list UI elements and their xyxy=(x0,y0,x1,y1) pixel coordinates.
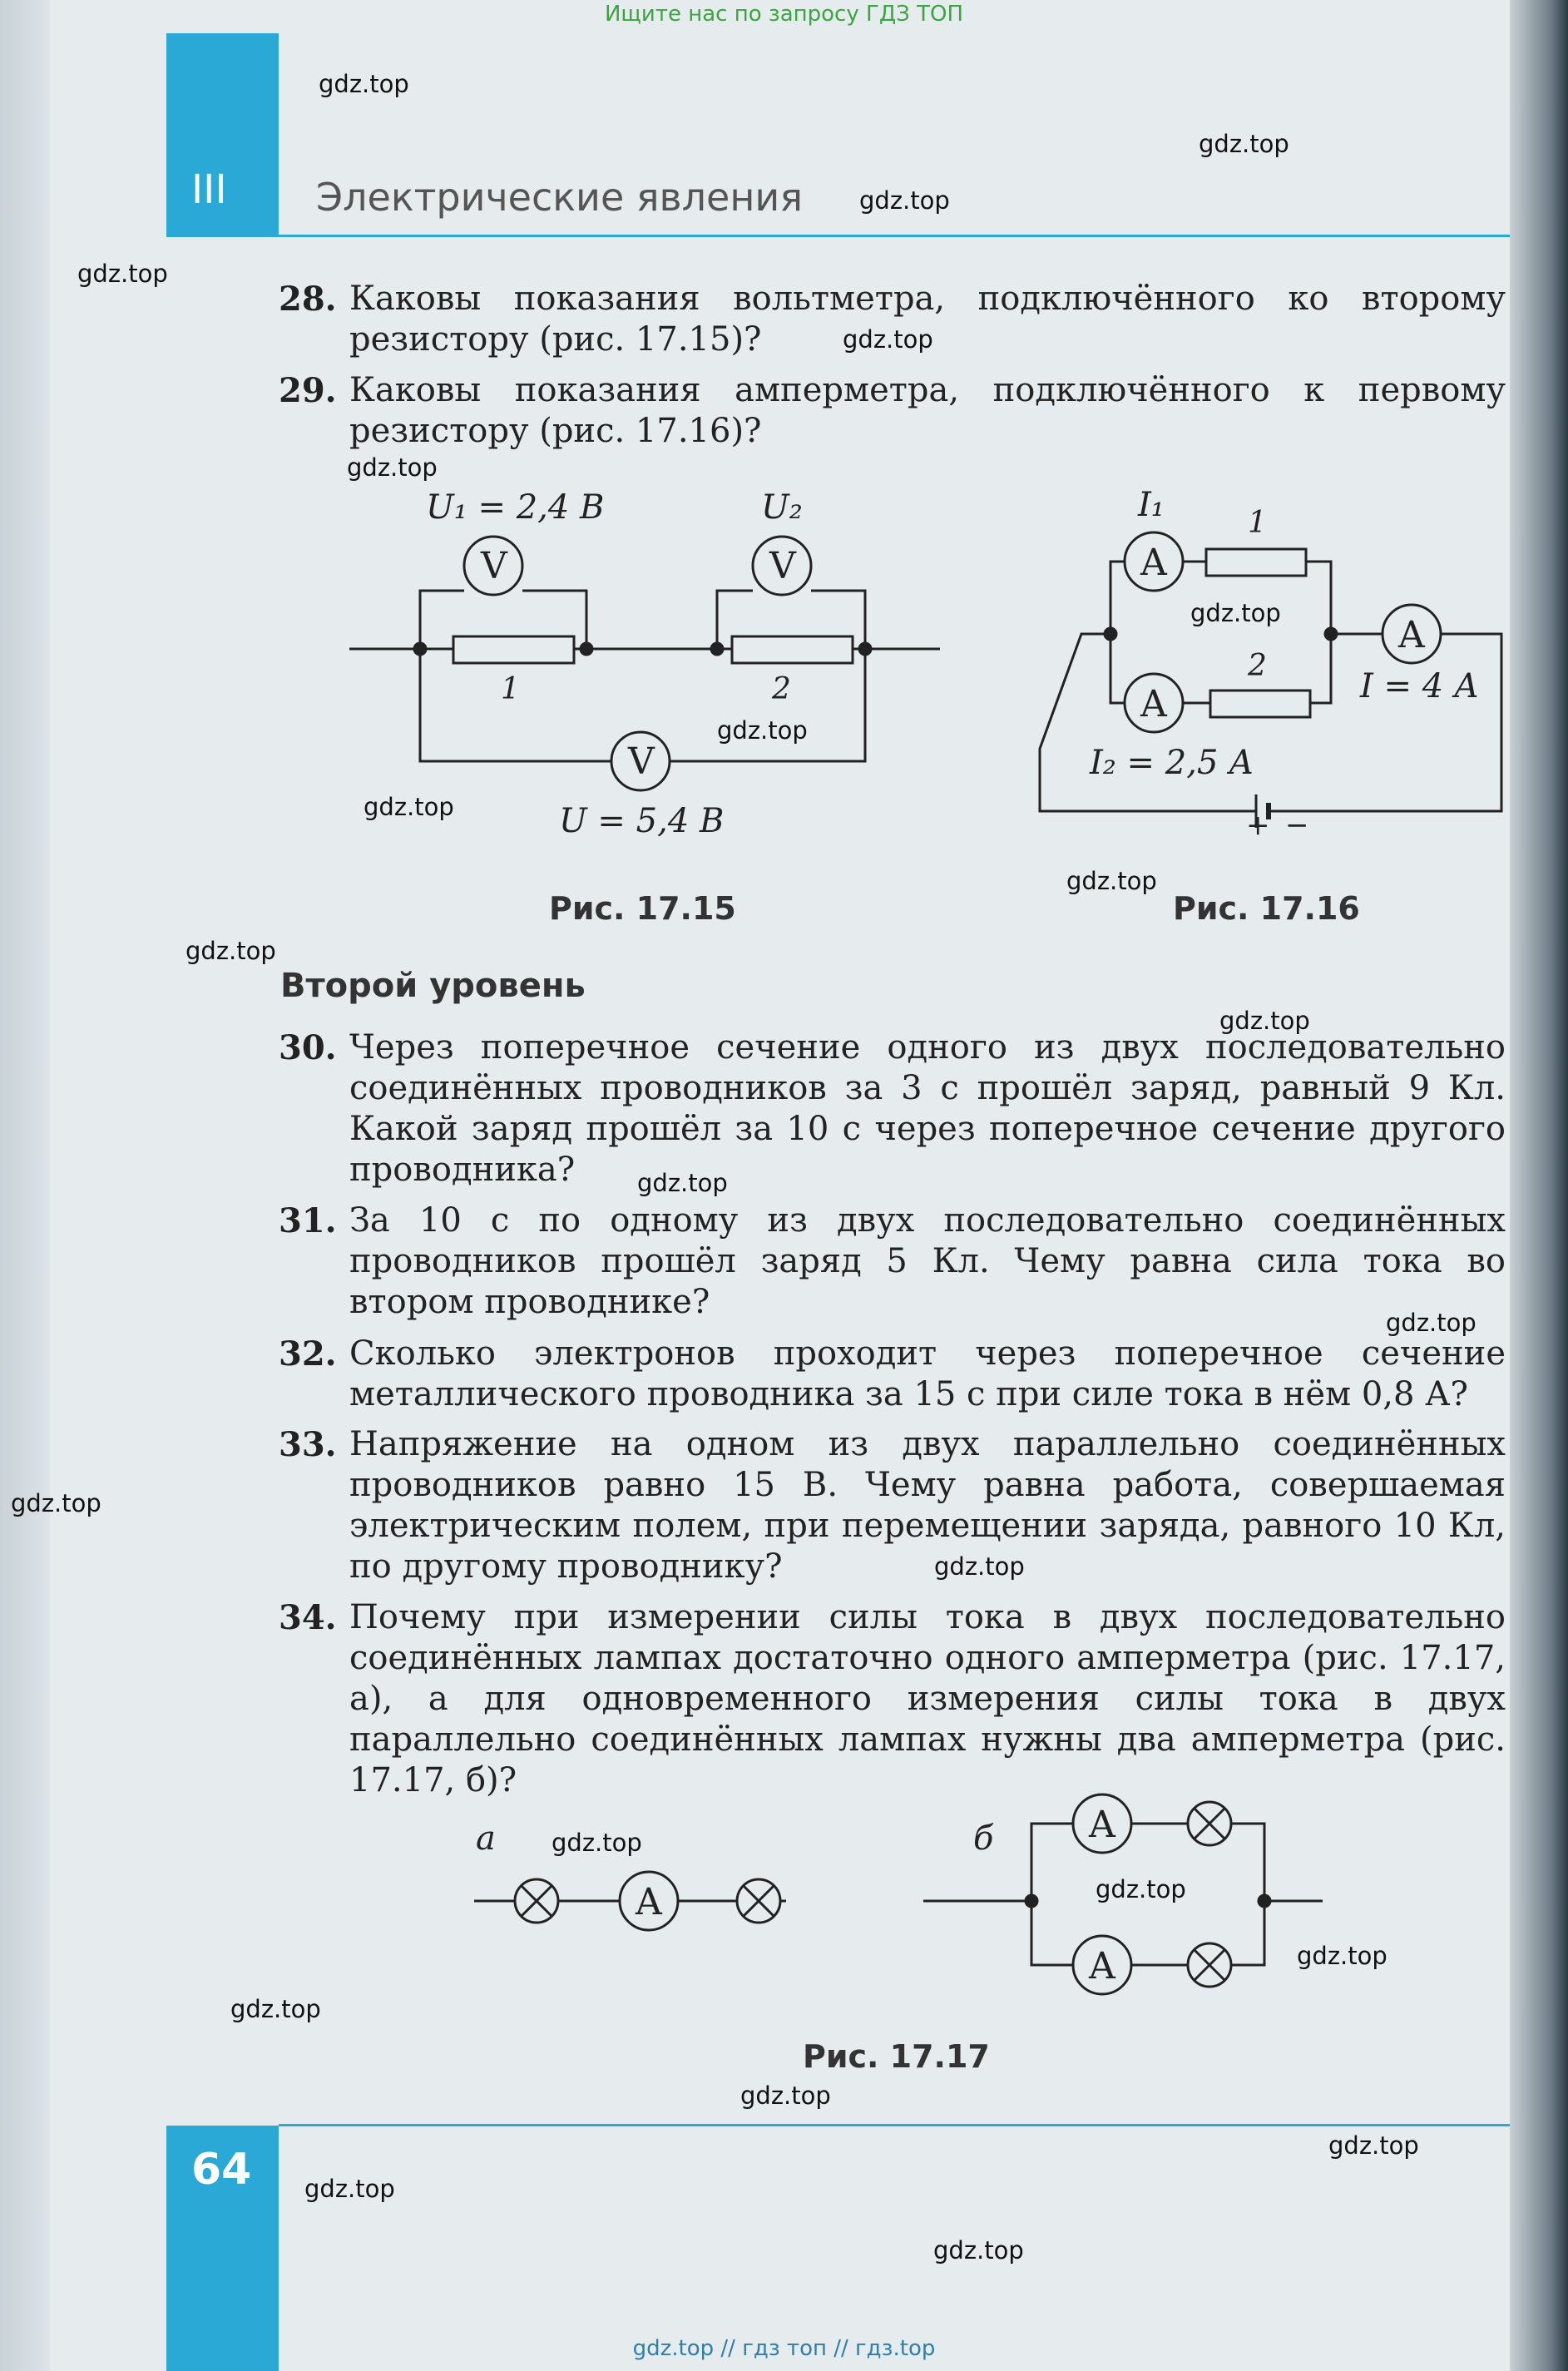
problem-text: Каковы показания вольтметра, подключённого ко второму резистору (рис. 17.15)? xyxy=(349,280,1506,359)
ammeter-b1-symbol: A xyxy=(1089,1804,1115,1846)
figure-17-16-caption: Рис. 17.16 xyxy=(1173,890,1360,927)
watermark[interactable]: gdz.top xyxy=(1096,1875,1186,1903)
watermark[interactable]: gdz.top xyxy=(347,453,438,482)
watermark[interactable]: gdz.top xyxy=(859,186,950,215)
watermark[interactable]: gdz.top xyxy=(552,1829,642,1857)
figure-17-15-caption: Рис. 17.15 xyxy=(549,890,736,927)
chapter-title: Электрические явления xyxy=(316,175,803,220)
i-total-label: I = 4 А xyxy=(1360,667,1480,705)
watermark[interactable]: gdz.top xyxy=(1328,2131,1419,2160)
ammeter-a-symbol: A xyxy=(636,1881,662,1923)
watermark[interactable]: gdz.top xyxy=(637,1169,728,1197)
u1-label: U₁ = 2,4 В xyxy=(426,488,605,527)
problem-text: За 10 с по одному из двух последовательно соединённых проводников прошёл заряд 5 Кл. Чему равна сила тока во втором проводнике? xyxy=(349,1201,1506,1321)
problem-number: 30. xyxy=(279,1028,337,1067)
voltmeter-v-symbol: V xyxy=(628,740,655,783)
ammeter-b2-symbol: A xyxy=(1089,1945,1115,1987)
problem-number: 32. xyxy=(279,1334,337,1374)
ammeter-a1-symbol: A xyxy=(1140,542,1167,584)
problem-text: Сколько электронов проходит через поперечное сечение металлического проводника за 15 с при силе тока в нём 0,8 А? xyxy=(349,1334,1506,1413)
problem-number: 29. xyxy=(279,371,337,410)
watermark[interactable]: gdz.top xyxy=(1297,1942,1387,1970)
ammeter-a2-symbol: A xyxy=(1140,683,1167,725)
watermark[interactable]: gdz.top xyxy=(364,793,454,821)
watermark[interactable]: gdz.top xyxy=(230,1995,321,2023)
section-title: Второй уровень xyxy=(280,967,586,1005)
voltmeter-v2-symbol: V xyxy=(769,545,796,587)
resistor-1-label: 1 xyxy=(1248,506,1267,540)
i1-label: I₁ xyxy=(1138,486,1165,524)
page-number: 64 xyxy=(191,2145,252,2195)
label-b: б xyxy=(973,1819,994,1858)
watermark[interactable]: gdz.top xyxy=(843,325,933,354)
watermark[interactable]: gdz.top xyxy=(1199,130,1289,158)
ammeter-a-symbol: A xyxy=(1398,614,1425,656)
battery-minus-label: − xyxy=(1285,809,1309,842)
figure-17-17-caption: Рис. 17.17 xyxy=(803,2038,990,2075)
watermark[interactable]: gdz.top xyxy=(319,70,409,98)
watermark[interactable]: gdz.top xyxy=(740,2081,831,2110)
watermark[interactable]: gdz.top xyxy=(1219,1007,1310,1035)
battery-plus-label: + xyxy=(1246,809,1270,842)
watermark[interactable]: gdz.top xyxy=(1386,1309,1476,1337)
i2-label: I₂ = 2,5 А xyxy=(1090,744,1254,782)
bottom-banner[interactable]: gdz.top // гдз топ // гдз.top xyxy=(632,2336,936,2361)
problem-text: Каковы показания амперметра, подключённого к первому резистору (рис. 17.16)? xyxy=(349,371,1506,450)
watermark[interactable]: gdz.top xyxy=(304,2175,395,2203)
problem-number: 31. xyxy=(279,1201,337,1240)
problem-text: Через поперечное сечение одного из двух последовательно соединённых проводников за 3 с прошёл заряд, равный 9 Кл. Какой заряд прошёл за 10 с через поперечное сечение другого проводника? xyxy=(349,1028,1506,1189)
watermark[interactable]: gdz.top xyxy=(717,716,808,745)
problem-text: Почему при измерении силы тока в двух последовательно соединённых лампах достаточно одного амперметра (рис. 17.17, а), а для одновременного измерения силы тока в двух параллельно соединённых лампах нужны два амперметра (рис. 17.17, б)? xyxy=(349,1598,1506,1799)
watermark[interactable]: gdz.top xyxy=(1190,599,1281,627)
label-a: а xyxy=(476,1819,496,1858)
footer-rule xyxy=(279,2124,1510,2126)
resistor-2-label: 2 xyxy=(1248,649,1267,683)
problem-number: 28. xyxy=(279,280,337,319)
chapter-number: III xyxy=(191,166,227,213)
watermark[interactable]: gdz.top xyxy=(11,1489,101,1517)
u-total-label: U = 5,4 В xyxy=(559,802,725,840)
watermark[interactable]: gdz.top xyxy=(1066,867,1157,895)
voltmeter-v1-symbol: V xyxy=(481,545,507,587)
top-banner[interactable]: Ищите нас по запросу ГДЗ ТОП xyxy=(604,2,964,27)
resistor-2-label: 2 xyxy=(772,672,791,706)
watermark[interactable]: gdz.top xyxy=(934,1552,1025,1581)
problem-text: Напряжение на одном из двух параллельно соединённых проводников равно 15 В. Чему равна работа, совершаемая электрическим полем, при перемещении заряда, равного 10 Кл, по другому проводнику? xyxy=(349,1425,1506,1586)
watermark[interactable]: gdz.top xyxy=(185,937,276,965)
problem-number: 33. xyxy=(279,1425,337,1464)
resistor-1-label: 1 xyxy=(501,672,520,706)
watermark[interactable]: gdz.top xyxy=(933,2236,1024,2265)
u2-label: U₂ xyxy=(761,488,803,527)
problem-number: 34. xyxy=(279,1598,337,1637)
watermark[interactable]: gdz.top xyxy=(77,260,168,288)
